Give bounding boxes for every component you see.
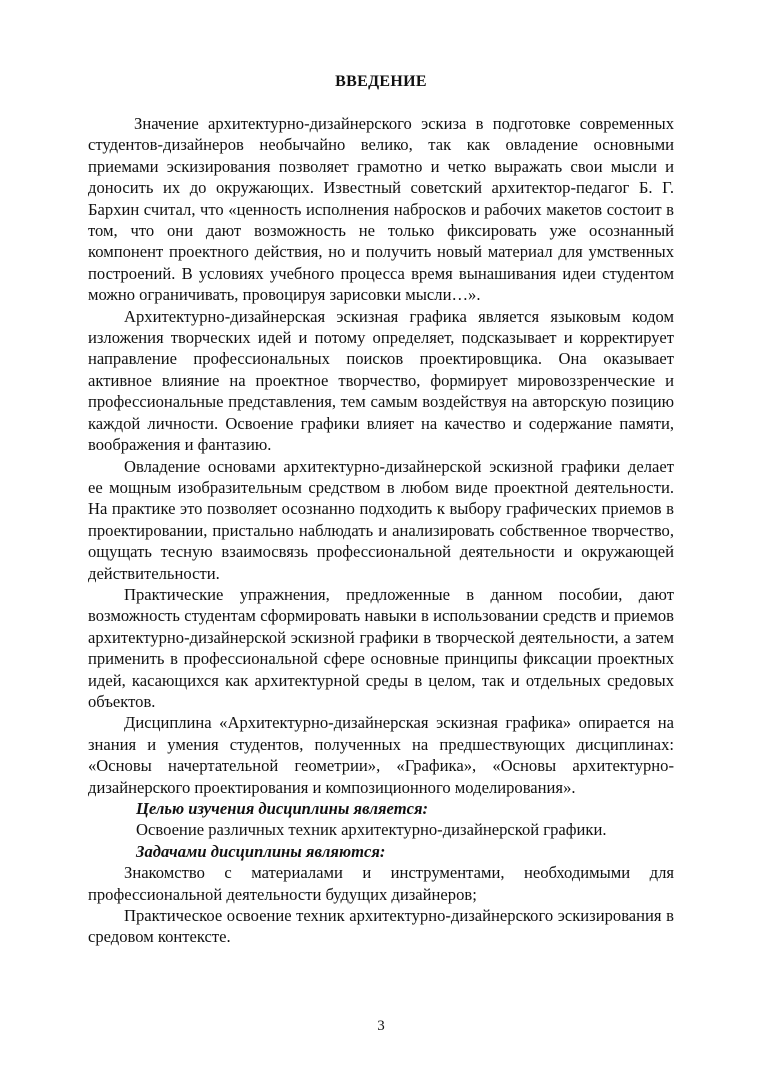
body-text: [88, 113, 674, 948]
goal-heading: Целью изучения дисциплины является:: [136, 799, 429, 818]
document-page: [88, 0, 674, 1080]
task-item-2: Практическое освоение техник архитектурно-дизайнерского эскизирования в средовом контексте.: [88, 906, 674, 947]
paragraph-3: Овладение основами архитектурно-дизайнерской эскизной графики делает ее мощным изобразительным средством в любом виде проектной деятельности. На практике это позволяет осознанно подходить к выбору графических приемов в проектировании, пристально наблюдать и анализировать собственное творчество, ощущать тесную взаимосвязь профессиональной деятельности и окружающей действительности.: [88, 456, 674, 583]
paragraph-2: Архитектурно-дизайнерская эскизная графика является языковым кодом изложения творческих идей и потому определяет, подсказывает и корректирует направление профессиональных поисков проектировщика. Она оказывает активное влияние на проектное творчество, формирует мировоззренческие и профессиональные представления, тем самым воздействуя на авторскую позицию каждой личности. Освоение графики влияет на качество и содержание памяти, воображения и фантазию.: [88, 306, 674, 455]
paragraph-5: Дисциплина «Архитектурно-дизайнерская эскизная графика» опирается на знания и умения студентов, полученных на предшествующих дисциплинах: «Основы начертательной геометрии», «Графика», «Основы архитектурно-дизайнерского проектирования и композиционного моделирования».: [88, 713, 674, 797]
task-item-1: Знакомство с материалами и инструментами, необходимыми для профессиональной деятельности будущих дизайнеров;: [88, 863, 674, 904]
paragraph-4: Практические упражнения, предложенные в данном пособии, дают возможность студентам сформировать навыки в использовании средств и приемов архитектурно-дизайнерской эскизной графики в творческой деятельности, а затем применить в профессиональной сфере основные принципы фиксации проектных идей, касающихся как архитектурной среды в целом, так и отдельных средовых объектов.: [88, 584, 674, 711]
tasks-heading: Задачами дисциплины являются:: [136, 841, 386, 861]
paragraph-1: Значение архитектурно-дизайнерского эскиза в подготовке современных студентов-дизайнеров необычайно велико, так как овладение основными приемами эскизирования позволяет грамотно и четко выражать свои мысли и доносить их до окружающих. Известный советский архитектор-педагог Б. Г. Бархин считал, что «ценность исполнения набросков и рабочих макетов состоит в том, что они дают возможность не только фиксировать уже осознанный компонент проектного действия, но и получить новый материал для умственных построений. В условиях учебного процесса время вынашивания идеи студентом можно ограничивать, провоцируя зарисовки мысли…».: [88, 114, 674, 305]
goal-text: Освоение различных техник архитектурно-дизайнерской графики.: [136, 820, 607, 840]
page-number: 3: [377, 1018, 385, 1034]
page-title: ВВЕДЕНИЕ: [335, 73, 427, 90]
